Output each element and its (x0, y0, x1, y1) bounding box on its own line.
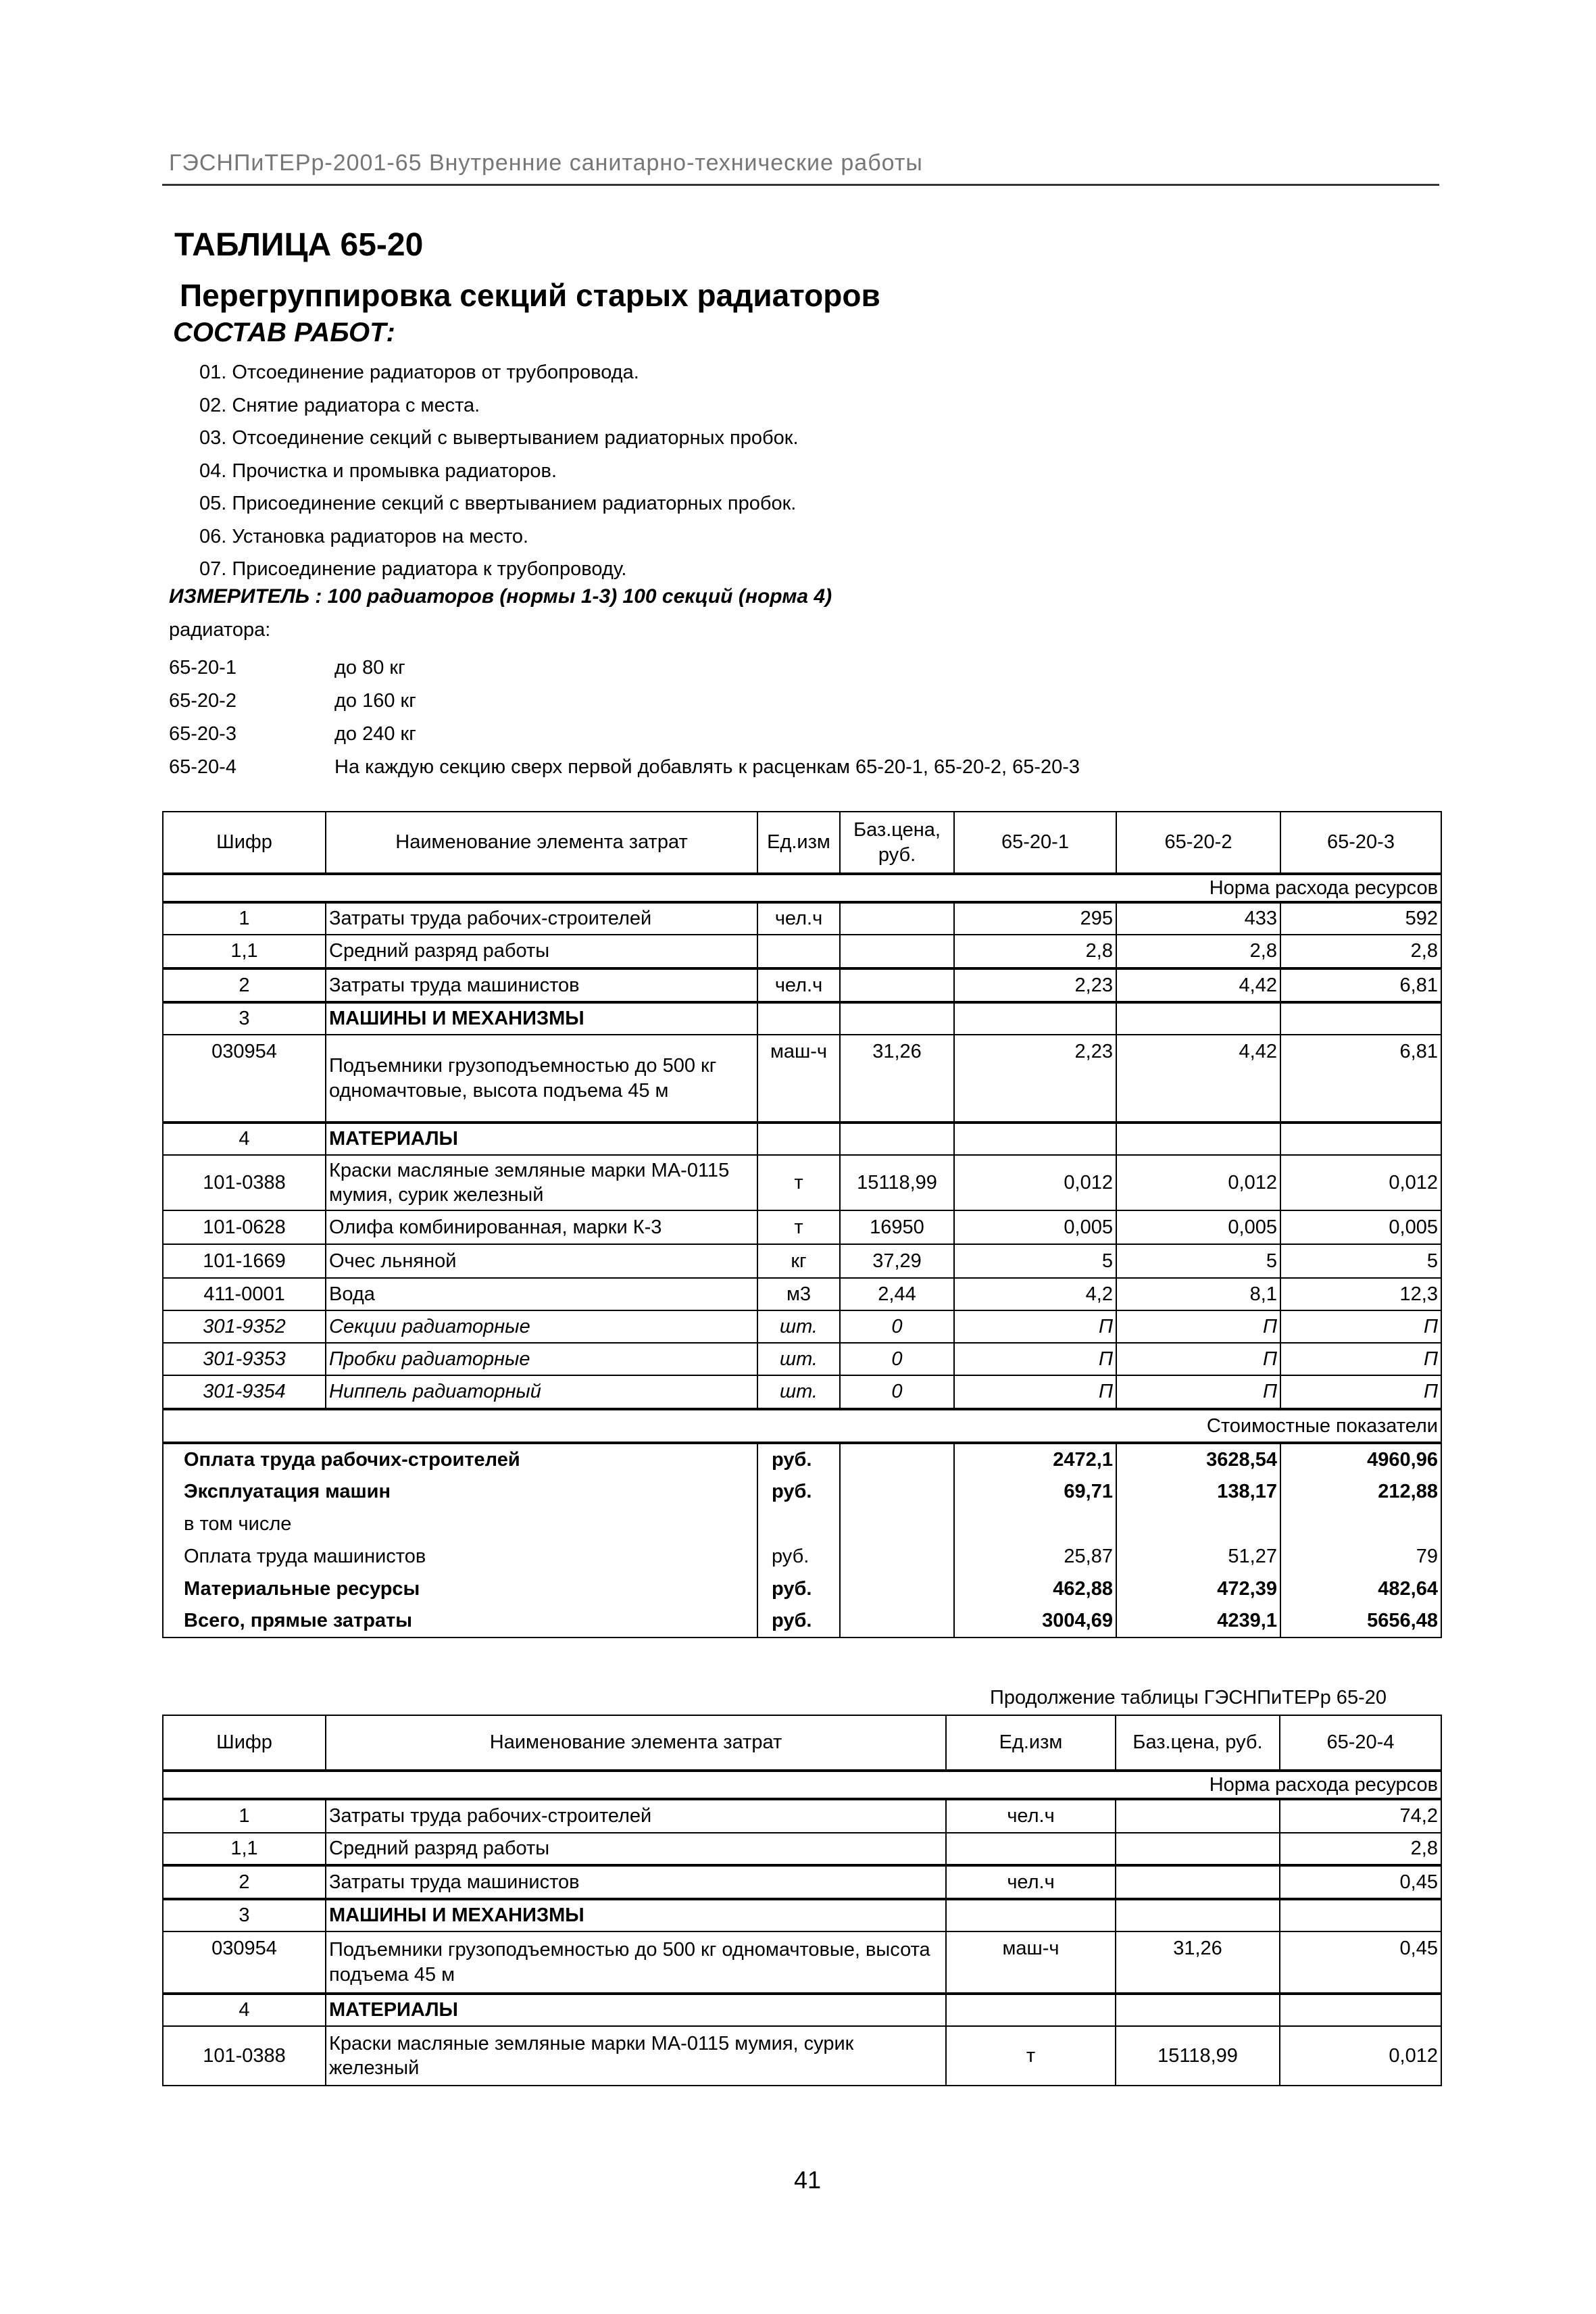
table-cell: Вода (326, 1278, 757, 1310)
table-cell: 1 (163, 1799, 326, 1833)
total-row (163, 1605, 1441, 1638)
table-cell: 5656,48 (1280, 1605, 1441, 1638)
table-cell: 301-9352 (163, 1310, 326, 1343)
table-cell: 2 (163, 1865, 326, 1899)
table-cell (1116, 1833, 1280, 1865)
resources-table-continued (162, 1715, 1442, 2086)
table-cell (946, 1994, 1116, 2026)
table-row (163, 1210, 1441, 1244)
code-description: до 240 кг (334, 723, 416, 745)
table-cell (840, 1443, 954, 1475)
table-cell: П (1116, 1375, 1280, 1409)
codes-list (169, 651, 1080, 784)
table-row (163, 1155, 1441, 1210)
table-cell (1280, 1508, 1441, 1540)
table-row (163, 1833, 1441, 1865)
column-header: Наименование элемента затрат (326, 1715, 946, 1771)
table-cell: т (757, 1210, 840, 1244)
table-cell: П (954, 1310, 1116, 1343)
table-row (163, 1035, 1441, 1123)
column-header: Наименование элемента затрат (326, 812, 757, 874)
total-label: Всего, прямые затраты (163, 1605, 757, 1638)
table-cell: 101-0628 (163, 1210, 326, 1244)
operation-item: 01. Отсоединение радиаторов от трубопровода. (199, 362, 639, 383)
column-header: Шифр (163, 812, 326, 874)
table-cell: П (954, 1375, 1116, 1409)
table-cell: руб. (757, 1540, 840, 1573)
table-row (163, 902, 1441, 935)
table-cell: 0,005 (954, 1210, 1116, 1244)
table-row (163, 1343, 1441, 1375)
table-cell (1116, 1865, 1280, 1899)
total-label: Материальные ресурсы (163, 1573, 757, 1605)
table-cell: 4 (163, 1994, 326, 2026)
table-title: ТАБЛИЦА 65-20 (174, 227, 424, 263)
table-cell: МАШИНЫ И МЕХАНИЗМЫ (326, 1899, 946, 1931)
table-cell (1280, 1899, 1441, 1931)
table-row (163, 1994, 1441, 2026)
table-cell: 4,42 (1116, 968, 1280, 1002)
table-cell (840, 1002, 954, 1035)
table-cell: 411-0001 (163, 1278, 326, 1310)
code: 65-20-2 (169, 690, 236, 712)
table-cell: маш-ч (757, 1035, 840, 1123)
table-cell: 0,45 (1280, 1931, 1441, 1994)
column-header: 65-20-4 (1280, 1715, 1441, 1771)
column-header: Баз.цена, руб. (1116, 1715, 1280, 1771)
table-cell: 482,64 (1280, 1573, 1441, 1605)
code-description: до 80 кг (334, 657, 405, 679)
code-row (169, 751, 1080, 784)
table-cell: руб. (757, 1443, 840, 1475)
column-header: Баз.цена, руб. (840, 812, 954, 874)
table-cell: 0,012 (1280, 2026, 1441, 2086)
operation-item: 02. Снятие радиатора с места. (199, 394, 480, 416)
table-row (163, 1278, 1441, 1310)
table-cell: 138,17 (1116, 1475, 1280, 1508)
table-cell: 472,39 (1116, 1573, 1280, 1605)
table-cell: Затраты труда рабочих-строителей (326, 1799, 946, 1833)
table-cell: Олифа комбинированная, марки К-3 (326, 1210, 757, 1244)
table-row (163, 2026, 1441, 2086)
table-cell: П (1280, 1343, 1441, 1375)
table-row (163, 1310, 1441, 1343)
table-cell (1116, 1799, 1280, 1833)
table-cell: 3628,54 (1116, 1443, 1280, 1475)
table-cell: 2 (163, 968, 326, 1002)
table-cell: 4 (163, 1123, 326, 1155)
table-cell: 1,1 (163, 935, 326, 968)
table-cell: 301-9354 (163, 1375, 326, 1409)
table-cell: Подъемники грузоподъемностью до 500 кг одномачтовые, высота подъема 45 м (326, 1035, 757, 1123)
table-cell: чел.ч (946, 1865, 1116, 1899)
table-cell: Краски масляные земляные марки МА-0115 мумия, сурик железный (326, 1155, 757, 1210)
norm-label: Норма расхода ресурсов (163, 874, 1441, 902)
table-row (163, 1899, 1441, 1931)
table-cell: Краски масляные земляные марки МА-0115 мумия, сурик железный (326, 2026, 946, 2086)
table-cell: 212,88 (1280, 1475, 1441, 1508)
total-label: Оплата труда рабочих-строителей (163, 1443, 757, 1475)
table-cell (840, 1475, 954, 1508)
table-cell: 74,2 (1280, 1799, 1441, 1833)
operation-item: 07. Присоединение радиатора к трубопроводу. (199, 558, 627, 580)
table-cell: П (1280, 1375, 1441, 1409)
table-row (163, 935, 1441, 968)
header-row (163, 1715, 1441, 1771)
table-row (163, 1244, 1441, 1278)
composition-label: СОСТАВ РАБОТ: (173, 318, 395, 347)
table-cell: Затраты труда машинистов (326, 968, 757, 1002)
table-cell: МАТЕРИАЛЫ (326, 1123, 757, 1155)
table-cell: П (954, 1343, 1116, 1375)
table-cell: 2,8 (1116, 935, 1280, 968)
table-cell: П (1280, 1310, 1441, 1343)
table-cell: МАТЕРИАЛЫ (326, 1994, 946, 2026)
table-cell: 433 (1116, 902, 1280, 935)
continuation-caption: Продолжение таблицы ГЭСНПиТЕРр 65-20 (990, 1687, 1387, 1708)
operation-item: 04. Прочистка и промывка радиаторов. (199, 460, 557, 482)
norm-label: Норма расхода ресурсов (163, 1771, 1441, 1799)
table-cell: Средний разряд работы (326, 935, 757, 968)
code: 65-20-3 (169, 723, 236, 745)
cost-label: Стоимостные показатели (163, 1409, 1441, 1443)
code-description: до 160 кг (334, 690, 416, 712)
table-cell: Ниппель радиаторный (326, 1375, 757, 1409)
total-label: Оплата труда машинистов (163, 1540, 757, 1573)
table-cell: маш-ч (946, 1931, 1116, 1994)
table-cell (954, 1508, 1116, 1540)
table-cell: 0 (840, 1343, 954, 1375)
table-cell: 5 (954, 1244, 1116, 1278)
table-cell: чел.ч (946, 1799, 1116, 1833)
table-cell (1280, 1123, 1441, 1155)
table-cell: руб. (757, 1475, 840, 1508)
table-cell: 0,012 (1116, 1155, 1280, 1210)
table-cell: 31,26 (840, 1035, 954, 1123)
radiator-label: радиатора: (169, 619, 271, 641)
table-cell: Пробки радиаторные (326, 1343, 757, 1375)
table-cell: 3 (163, 1002, 326, 1035)
table-cell: т (757, 1155, 840, 1210)
table-cell: 030954 (163, 1035, 326, 1123)
page-number: 41 (794, 2166, 822, 2194)
table-cell: руб. (757, 1573, 840, 1605)
table-row (163, 1865, 1441, 1899)
table-cell: 2,8 (954, 935, 1116, 968)
table-cell: 6,81 (1280, 1035, 1441, 1123)
table-cell: 8,1 (1116, 1278, 1280, 1310)
table-cell: 1,1 (163, 1833, 326, 1865)
code-row (169, 685, 1080, 718)
table-cell (954, 1002, 1116, 1035)
table-cell: 25,87 (954, 1540, 1116, 1573)
measure-unit: ИЗМЕРИТЕЛЬ : 100 радиаторов (нормы 1-3) 100 секций (норма 4) (169, 585, 832, 608)
table-cell: 0,012 (954, 1155, 1116, 1210)
table-cell: 2,23 (954, 1035, 1116, 1123)
table-cell (1280, 1002, 1441, 1035)
table-cell (1280, 1994, 1441, 2026)
table-cell: 3 (163, 1899, 326, 1931)
table-cell: 5 (1116, 1244, 1280, 1278)
table-cell: 101-0388 (163, 2026, 326, 2086)
table-cell (757, 1123, 840, 1155)
table-cell: 0 (840, 1375, 954, 1409)
total-row (163, 1475, 1441, 1508)
header-rule (162, 184, 1439, 186)
code: 65-20-4 (169, 756, 236, 778)
table-cell: Средний разряд работы (326, 1833, 946, 1865)
table-cell: 3004,69 (954, 1605, 1116, 1638)
table-cell: 2,8 (1280, 935, 1441, 968)
table-row (163, 1931, 1441, 1994)
table-cell: Очес льняной (326, 1244, 757, 1278)
table-cell: Затраты труда машинистов (326, 1865, 946, 1899)
table-cell: 0,005 (1280, 1210, 1441, 1244)
code: 65-20-1 (169, 657, 236, 679)
header-row (163, 812, 1441, 874)
table-cell: чел.ч (757, 968, 840, 1002)
operation-item: 05. Присоединение секций с ввертыванием радиаторных пробок. (199, 493, 797, 514)
table-cell: 2,8 (1280, 1833, 1441, 1865)
table-cell: 15118,99 (1116, 2026, 1280, 2086)
table-cell (840, 935, 954, 968)
table-cell (840, 1123, 954, 1155)
table-cell: 030954 (163, 1931, 326, 1994)
running-header: ГЭСНПиТЕРр-2001-65 Внутренние санитарно-технические работы (169, 150, 923, 176)
table-cell: руб. (757, 1605, 840, 1638)
table-cell: 2472,1 (954, 1443, 1116, 1475)
column-header: 65-20-2 (1116, 812, 1280, 874)
table-cell: 4239,1 (1116, 1605, 1280, 1638)
table-cell (1116, 1123, 1280, 1155)
column-header: 65-20-3 (1280, 812, 1441, 874)
table-cell: 0,45 (1280, 1865, 1441, 1899)
table-cell: П (1116, 1343, 1280, 1375)
column-header: Шифр (163, 1715, 326, 1771)
table-cell (1116, 1899, 1280, 1931)
table-subtitle: Перегруппировка секций старых радиаторов (180, 278, 880, 313)
operation-item: 03. Отсоединение секций с вывертыванием радиаторных пробок. (199, 427, 799, 449)
table-cell: 462,88 (954, 1573, 1116, 1605)
table-cell (946, 1899, 1116, 1931)
table-row (163, 1002, 1441, 1035)
table-cell: 4,42 (1116, 1035, 1280, 1123)
table-cell: 101-1669 (163, 1244, 326, 1278)
table-cell (1116, 1002, 1280, 1035)
table-cell: 0 (840, 1310, 954, 1343)
table-row (163, 968, 1441, 1002)
table-cell: м3 (757, 1278, 840, 1310)
table-cell: шт. (757, 1343, 840, 1375)
table-cell: 31,26 (1116, 1931, 1280, 1994)
table-row (163, 1375, 1441, 1409)
table-cell (954, 1123, 1116, 1155)
total-row (163, 1573, 1441, 1605)
table-cell: Подъемники грузоподъемностью до 500 кг одномачтовые, высота подъема 45 м (326, 1931, 946, 1994)
table-cell (840, 1540, 954, 1573)
table-cell: 51,27 (1116, 1540, 1280, 1573)
total-label: Эксплуатация машин (163, 1475, 757, 1508)
table-cell: 15118,99 (840, 1155, 954, 1210)
column-header: Ед.изм (757, 812, 840, 874)
table-cell: чел.ч (757, 902, 840, 935)
table-cell: 1 (163, 902, 326, 935)
column-header: 65-20-1 (954, 812, 1116, 874)
table-cell: 69,71 (954, 1475, 1116, 1508)
table-row (163, 1799, 1441, 1833)
table-cell: МАШИНЫ И МЕХАНИЗМЫ (326, 1002, 757, 1035)
table-cell: 2,44 (840, 1278, 954, 1310)
code-row (169, 651, 1080, 685)
operation-item: 06. Установка радиаторов на место. (199, 525, 529, 547)
total-row (163, 1540, 1441, 1573)
norm-row (163, 1771, 1441, 1799)
table-cell: 5 (1280, 1244, 1441, 1278)
table-cell: 0,005 (1116, 1210, 1280, 1244)
cost-row (163, 1409, 1441, 1443)
code-description: На каждую секцию сверх первой добавлять к расценкам 65-20-1, 65-20-2, 65-20-3 (334, 756, 1080, 778)
table-cell: 0,012 (1280, 1155, 1441, 1210)
table-cell: т (946, 2026, 1116, 2086)
code-row (169, 718, 1080, 751)
table-cell: кг (757, 1244, 840, 1278)
table-cell (840, 1508, 954, 1540)
total-label: в том числе (163, 1508, 757, 1540)
table-cell: 295 (954, 902, 1116, 935)
table-cell: 6,81 (1280, 968, 1441, 1002)
table-cell: шт. (757, 1310, 840, 1343)
table-cell: Секции радиаторные (326, 1310, 757, 1343)
operations-list (199, 356, 799, 586)
table-cell: 16950 (840, 1210, 954, 1244)
table-cell (840, 902, 954, 935)
table-cell (757, 935, 840, 968)
table-cell: шт. (757, 1375, 840, 1409)
table-cell: 4,2 (954, 1278, 1116, 1310)
table-cell: 592 (1280, 902, 1441, 935)
column-header: Ед.изм (946, 1715, 1116, 1771)
total-row (163, 1508, 1441, 1540)
resources-table (162, 811, 1442, 1638)
table-cell (1116, 1508, 1280, 1540)
table-cell: 4960,96 (1280, 1443, 1441, 1475)
table-cell (757, 1002, 840, 1035)
table-cell: 37,29 (840, 1244, 954, 1278)
table-cell: 101-0388 (163, 1155, 326, 1210)
table-cell: Затраты труда рабочих-строителей (326, 902, 757, 935)
norm-row (163, 874, 1441, 902)
table-cell (840, 1573, 954, 1605)
table-cell (840, 1605, 954, 1638)
table-cell: 79 (1280, 1540, 1441, 1573)
table-cell: 2,23 (954, 968, 1116, 1002)
table-cell: П (1116, 1310, 1280, 1343)
table-cell (757, 1508, 840, 1540)
table-cell (946, 1833, 1116, 1865)
table-cell (840, 968, 954, 1002)
table-row (163, 1123, 1441, 1155)
table-cell: 301-9353 (163, 1343, 326, 1375)
total-row (163, 1443, 1441, 1475)
table-cell (1116, 1994, 1280, 2026)
table-cell: 12,3 (1280, 1278, 1441, 1310)
